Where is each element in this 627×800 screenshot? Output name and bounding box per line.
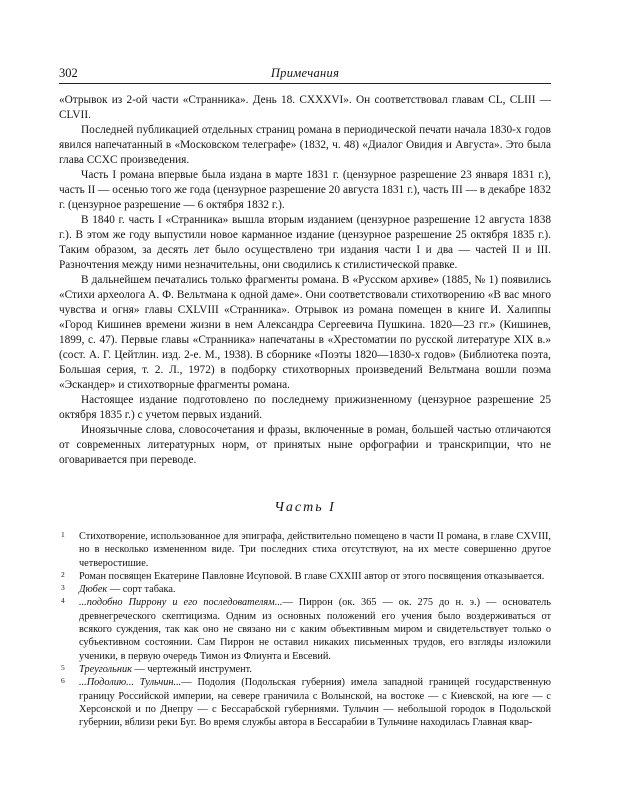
paragraph: В 1840 г. часть I «Странника» вышла вторым изданием (цензурное разрешение 12 августа 1838 г.). В этом же году выпустили новое карманное издание (цензурное разрешение 25 октября 1835 г.). Таким образом, за десять лет было осуществлено три издания части I и два — частей II и III. Разночтения между ними незначительны, они сводились к стилистической правке. (59, 214, 551, 271)
note-item (59, 596, 551, 662)
notes-list (59, 530, 551, 729)
note-number: 6 (61, 676, 65, 686)
header-rule (59, 83, 551, 84)
page-header (59, 66, 551, 80)
note-item (59, 583, 551, 596)
paragraph: Последней публикацией отдельных страниц романа в периодической печати начала 1830-х годов явился напечатанный в «Московском телеграфе» (1832, ч. 48) «Диалог Овидия и Августа». Это была глава CCXC произведения. (59, 124, 551, 166)
note-number: 3 (61, 583, 65, 593)
paragraph: «Отрывок из 2-ой части «Странника». День 18. CXXXVI». Он соответствовал главам CL, CLIII — CLVII. (59, 94, 551, 121)
paragraph: Иноязычные слова, словосочетания и фразы, включенные в роман, большей частью отличаются от современных литературных норм, от принятых ныне орфографии и транскрипции, что не оговаривается при переводе. (59, 424, 551, 466)
note-item (59, 570, 551, 583)
note-text: — Пиррон (ок. 365 — ок. 275 до н. э.) — основатель древнегреческого скептицизма. Одним из основных положений его учения было воздерживаться от всякого суждения, так как оно не связано ни с каким объективным миром и свидетельствует только о субъективном состоянии. Сам Пиррон не оставил никаких письменных трудов, его взгляды изложили ученики, в первую очередь Тимон из Флиунта и Евсевий. (79, 597, 551, 662)
paragraph: Настоящее издание подготовлено по последнему прижизненному (цензурное разрешение 25 октября 1835 г.) с учетом первых изданий. (59, 394, 551, 421)
note-number: 5 (61, 662, 65, 672)
main-text (59, 93, 551, 468)
paragraph: В дальнейшем печатались только фрагменты романа. В «Русском архиве» (1885, № 1) появились «Стихи археолога А. Ф. Вельтмана к одной даме». Они соответствовали стихотворению «В вас много чувства и огня» главы CXLVIII «Странника». Отрывок из романа помещен в книге И. Халиппы «Город Кишинев времени жизни в нем Александра Сергеевича Пушкина. 1820—23 гг.» (Кишинев, 1899, с. 47). Первые главы «Странника» напечатаны в «Хрестоматии по русской литературе XIX в.» (сост. А. Г. Цейтлин. изд. 2-е. М., 1938). В сборнике «Поэты 1820—1830-х годов» (Библиотека поэта, Большая серия, т. 2. Л., 1972) в подборку стихотворных произведений Вельтмана вошли поэма «Эскандер» и стихотворные фрагменты романа. (59, 274, 551, 391)
note-lemma: ...подобно Пиррону и его последователям... (79, 597, 283, 609)
note-number: 1 (61, 530, 65, 539)
note-lemma: Дюбек (79, 584, 108, 596)
note-number: 2 (61, 569, 65, 579)
note-item (59, 530, 551, 570)
note-text: Стихотворение, использованное для эпиграфа, действительно помещено в части II романа, в главе CXVIII, но в несколько измененном виде. Три последних стиха отсутствуют, на их месте совершенно другое четверостишие. (79, 531, 551, 569)
paragraph: Часть I романа впервые была издана в марте 1831 г. (цензурное разрешение 23 января 1831 г.), часть II — осенью того же года (цензурное разрешение 20 августа 1831 г.), часть III — в декабре 1832 г. (цензурное разрешение — 6 октября 1832 г.). (59, 169, 551, 211)
note-text: Роман посвящен Екатерине Павловне Исуповой. В главе CXXIII автор от этого посвящения отказывается. (79, 570, 545, 582)
note-lemma: ...Подолию... Тульчин... (79, 677, 182, 689)
note-item (59, 676, 551, 729)
note-text: — чертежный инструмент. (131, 663, 252, 675)
note-lemma: Треугольник (79, 663, 132, 675)
running-title: Примечания (270, 66, 340, 80)
note-item (59, 663, 551, 676)
note-text: — Подолия (Подольская губерния) имела западной границей государственную границу Российской империи, на севере граничила с Волынской, на востоке — с Киевской, на юге — с Херсонской и по Днепру — с Бессарабской губерниями. Тульчин — небольшой городок в Подольской губернии, вблизи реки Буг. Во время службы автора в Бессарабии в Тульчине находилась Главная квар- (79, 677, 551, 729)
note-number: 4 (61, 596, 65, 606)
section-title: Часть I (274, 500, 336, 515)
note-text: — сорт табака. (107, 584, 176, 596)
page-number: 302 (59, 66, 78, 80)
